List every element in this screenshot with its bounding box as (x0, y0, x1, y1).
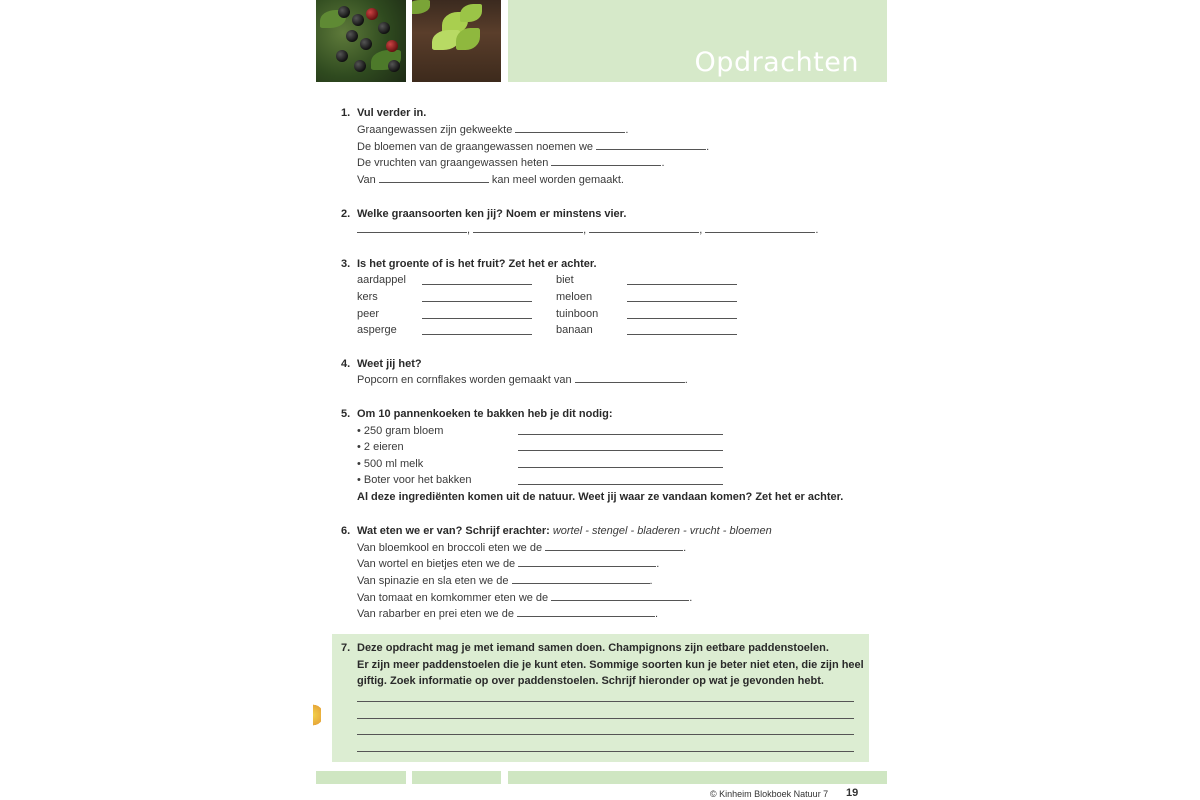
q3-answer-left[interactable] (422, 301, 532, 302)
q2-separator: , (467, 224, 471, 236)
q5-item: • Boter voor het bakken (357, 474, 472, 486)
q2-answer-1[interactable] (357, 222, 467, 233)
q6-line-1-end: . (683, 542, 687, 554)
q1-line-4-end: kan meel worden gemaakt. (491, 174, 624, 186)
q6-answer-3[interactable] (512, 573, 650, 584)
header-band (508, 0, 887, 82)
q6-line-5-end: . (655, 608, 659, 620)
q4-number: 4. (341, 358, 351, 370)
q1-line-2-end: . (706, 141, 710, 153)
q6-options: wortel - stengel - bladeren - vrucht - bloemen (552, 525, 772, 537)
q5-answer[interactable] (518, 467, 723, 468)
q1-answer-4[interactable] (379, 172, 489, 183)
q1-line-4 (357, 172, 624, 188)
q2-title: Welke graansoorten ken jij? Noem er minstens vier. (357, 208, 627, 220)
q1-answer-1[interactable] (515, 122, 625, 133)
q3-answer-right[interactable] (627, 334, 737, 335)
q6-line-1-text: Van bloemkool en broccoli eten we de (357, 542, 543, 554)
q6-line-3-end: . (649, 575, 653, 587)
q5-answer[interactable] (518, 450, 723, 451)
q6-answer-1[interactable] (545, 540, 683, 551)
q1-line-1-text: Graangewassen zijn gekweekte (357, 124, 513, 136)
seedling-photo (412, 0, 501, 82)
q7-answer-line[interactable] (357, 751, 854, 752)
q6-answer-4[interactable] (551, 590, 689, 601)
q3-item-right: biet (556, 274, 574, 286)
q4-title: Weet jij het? (357, 358, 422, 370)
q6-line-2-end: . (656, 558, 660, 570)
q6-line-3 (357, 573, 653, 589)
q5-title: Om 10 pannenkoeken te bakken heb je dit nodig: (357, 408, 613, 420)
q6-answer-2[interactable] (518, 556, 656, 567)
q3-answer-right[interactable] (627, 301, 737, 302)
q3-item-left: kers (357, 291, 378, 303)
q1-number: 1. (341, 107, 351, 119)
q4-line-1-end: . (684, 374, 688, 386)
footer-copyright: © Kinheim Blokboek Natuur 7 (710, 789, 829, 799)
q2-answers (357, 222, 818, 238)
q3-answer-left[interactable] (422, 334, 532, 335)
q1-line-4-text: Van (357, 174, 376, 186)
q1-line-1-end: . (625, 124, 629, 136)
q6-heading (357, 523, 772, 539)
q6-line-2 (357, 556, 659, 572)
q2-separator: , (699, 224, 703, 236)
q7-number: 7. (341, 642, 351, 654)
q1-title: Vul verder in. (357, 107, 427, 119)
q5-answer[interactable] (518, 434, 723, 435)
q6-line-3-text: Van spinazie en sla eten we de (357, 575, 509, 587)
footer-bar (412, 771, 501, 784)
q7-line-3: giftig. Zoek informatie op over paddenstoelen. Schrijf hieronder op wat je gevonden hebt. (357, 675, 824, 687)
apple-illustration (313, 700, 321, 730)
q3-item-left: asperge (357, 324, 397, 336)
q6-line-4 (357, 590, 692, 606)
page-title: Opdrachten (694, 47, 859, 78)
q5-question: Al deze ingrediënten komen uit de natuur. Weet jij waar ze vandaan komen? Zet het er achter. (357, 491, 844, 503)
q1-line-2-text: De bloemen van de graangewassen noemen we (357, 141, 594, 153)
q2-end: . (815, 224, 819, 236)
q2-answer-3[interactable] (589, 222, 699, 233)
q3-item-left: aardappel (357, 274, 406, 286)
q3-answer-left[interactable] (422, 318, 532, 319)
q2-separator: , (583, 224, 587, 236)
q7-answer-line[interactable] (357, 734, 854, 735)
q3-item-right: tuinboon (556, 308, 599, 320)
q4-line-1 (357, 372, 688, 388)
q6-line-4-end: . (689, 592, 693, 604)
q3-item-right: meloen (556, 291, 593, 303)
q1-line-3-end: . (661, 157, 665, 169)
page-number: 19 (846, 787, 859, 799)
q6-line-5-text: Van rabarber en prei eten we de (357, 608, 514, 620)
q3-item-right: banaan (556, 324, 593, 336)
q1-answer-3[interactable] (551, 155, 661, 166)
q7-line-1: Deze opdracht mag je met iemand samen doen. Champignons zijn eetbare paddenstoelen. (357, 642, 829, 654)
q1-line-1 (357, 122, 628, 138)
q5-item: • 250 gram bloem (357, 425, 444, 437)
q5-item: • 2 eieren (357, 441, 404, 453)
q1-answer-2[interactable] (596, 139, 706, 150)
q5-number: 5. (341, 408, 351, 420)
q4-line-1-text: Popcorn en cornflakes worden gemaakt van (357, 374, 572, 386)
q2-number: 2. (341, 208, 351, 220)
q6-line-5 (357, 606, 658, 622)
q7-line-2: Er zijn meer paddenstoelen die je kunt eten. Sommige soorten kun je beter niet eten, die zijn heel (357, 659, 864, 671)
q3-item-left: peer (357, 308, 380, 320)
q6-line-4-text: Van tomaat en komkommer eten we de (357, 592, 549, 604)
q6-line-2-text: Van wortel en bietjes eten we de (357, 558, 516, 570)
q6-line-1 (357, 540, 686, 556)
q1-line-3-text: De vruchten van graangewassen heten (357, 157, 549, 169)
q1-line-3 (357, 155, 665, 171)
q6-title: Wat eten we er van? Schrijf erachter: (357, 525, 550, 537)
q6-answer-5[interactable] (517, 606, 655, 617)
q5-answer[interactable] (518, 484, 723, 485)
q3-answer-right[interactable] (627, 284, 737, 285)
q3-answer-right[interactable] (627, 318, 737, 319)
q3-answer-left[interactable] (422, 284, 532, 285)
footer-bar (508, 771, 887, 784)
blackberries-photo (316, 0, 406, 82)
q1-line-2 (357, 139, 709, 155)
q7-answer-line[interactable] (357, 718, 854, 719)
q7-answer-line[interactable] (357, 701, 854, 702)
q3-number: 3. (341, 258, 351, 270)
q2-answer-4[interactable] (705, 222, 815, 233)
q2-answer-2[interactable] (473, 222, 583, 233)
q5-item: • 500 ml melk (357, 458, 424, 470)
q4-answer[interactable] (575, 372, 685, 383)
footer-bar (316, 771, 406, 784)
q3-title: Is het groente of is het fruit? Zet het er achter. (357, 258, 597, 270)
q6-number: 6. (341, 525, 351, 537)
